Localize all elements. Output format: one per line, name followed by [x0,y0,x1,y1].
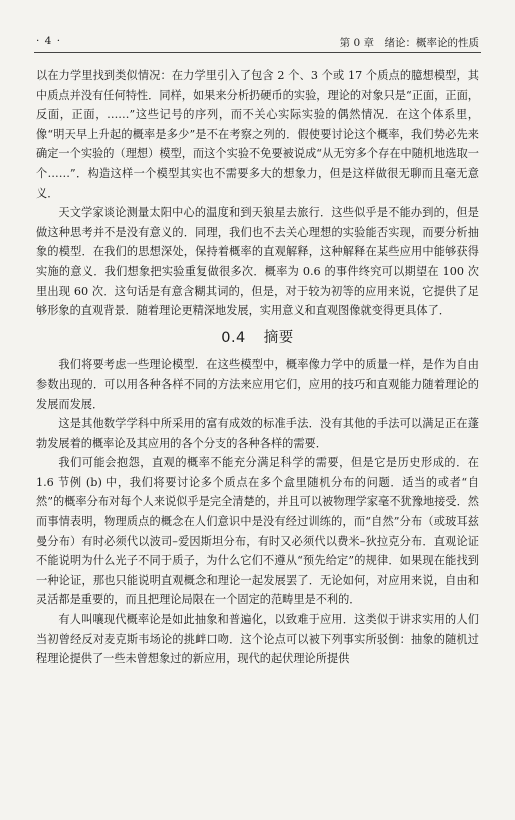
paragraph: 我们可能会抱怨，直观的概率不能充分满足科学的需要，但是它是历史形成的．在 1.6 节例 (b) 中，我们将要讨论多个质点在多个盒里随机分布的问题．适当的或者“自然”的概率分布对每个人来说似乎是完全清楚的，并且可以被物理学家毫不犹豫地接受．然而事情表明，物理质点的概念在人们意识中是没有经过训练的，而“自然”分布（或玻耳兹曼分布）有时必须代以波司–爱因斯坦分布，有时又必须代以费米–狄拉克分布．直观论证不能说明为什么光子不同于质子，为什么它们不遵从“预先给定”的规律．如果现在能找到一种论证，那也只能说明直观概念和理论一起发展罢了．无论如何，对应用来说，自由和灵活都是重要的，而且把理论局限在一个固定的范畴里是不利的． [36,456,479,607]
running-header [34,34,481,53]
page-number: · 4 · [36,35,62,47]
paragraph: 有人叫嚷现代概率论是如此抽象和普遍化，以致难于应用．这类似于讲求实用的人们当初曾经反对麦克斯韦场论的挑衅口吻．这个论点可以被下列事实所驳倒：抽象的随机过程理论提供了一些未曾想象过的新应用，现代的起伏理论所提供 [36,613,479,666]
section-heading [36,329,479,349]
paragraph: 以在力学里找到类似情况：在力学里引入了包含 2 个、3 个或 17 个质点的臆想模型，其中质点并没有任何特性．同样，如果来分析扔硬币的实验，理论的对象只是“正面，正面，反面，正面，……”这些记号的序列，而不关心实际实验的偶然情况．在这个体系里，像“明天早上升起的概率是多少”是不在考察之列的．假使要讨论这个概率，我们势必先来确定一个实验的（理想）模型，而这个实验不免要被说成“从无穷多个存在中随机地选取一个……”．构造这样一个模型其实也不需要多大的想象力，但是这样做很无聊而且毫无意义． [36,69,479,200]
paragraph: 我们将要考虑一些理论模型．在这些模型中，概率像力学中的质量一样，是作为自由参数出现的．可以用各种各样不同的方法来应用它们，应用的技巧和直观能力随着理论的发展而发展． [36,358,479,411]
section-title: 摘要 [263,329,294,346]
paragraph: 这是其他数学学科中所采用的富有成效的标准手法．没有其他的手法可以满足正在蓬勃发展着的概率论及其应用的各个分支的各种各样的需要． [36,417,479,450]
page-body [36,66,479,669]
section-number: 0.4 [221,329,246,346]
chapter-title: 第 0 章 绪论：概率论的性质 [339,37,479,49]
paragraph: 天文学家谈论测量太阳中心的温度和到天狼星去旅行．这些似乎是不能办到的，但是做这种思考并不是没有意义的．同理，我们也不去关心理想的实验能否实现，而要分析抽象的模型．在我们的思想深处，保持着概率的直观解释，这种解释在某些应用中能够获得实施的意义．我们想象把实验重复做很多次．概率为 0.6 的事件终究可以期望在 100 次里出现 60 次．这句话是有意含糊其词的，但是，对于较为初等的应用来说，它提供了足够形象的直观背景．随着理论更精深地发展，实用意义和直观图像就变得更具体了． [36,206,479,318]
